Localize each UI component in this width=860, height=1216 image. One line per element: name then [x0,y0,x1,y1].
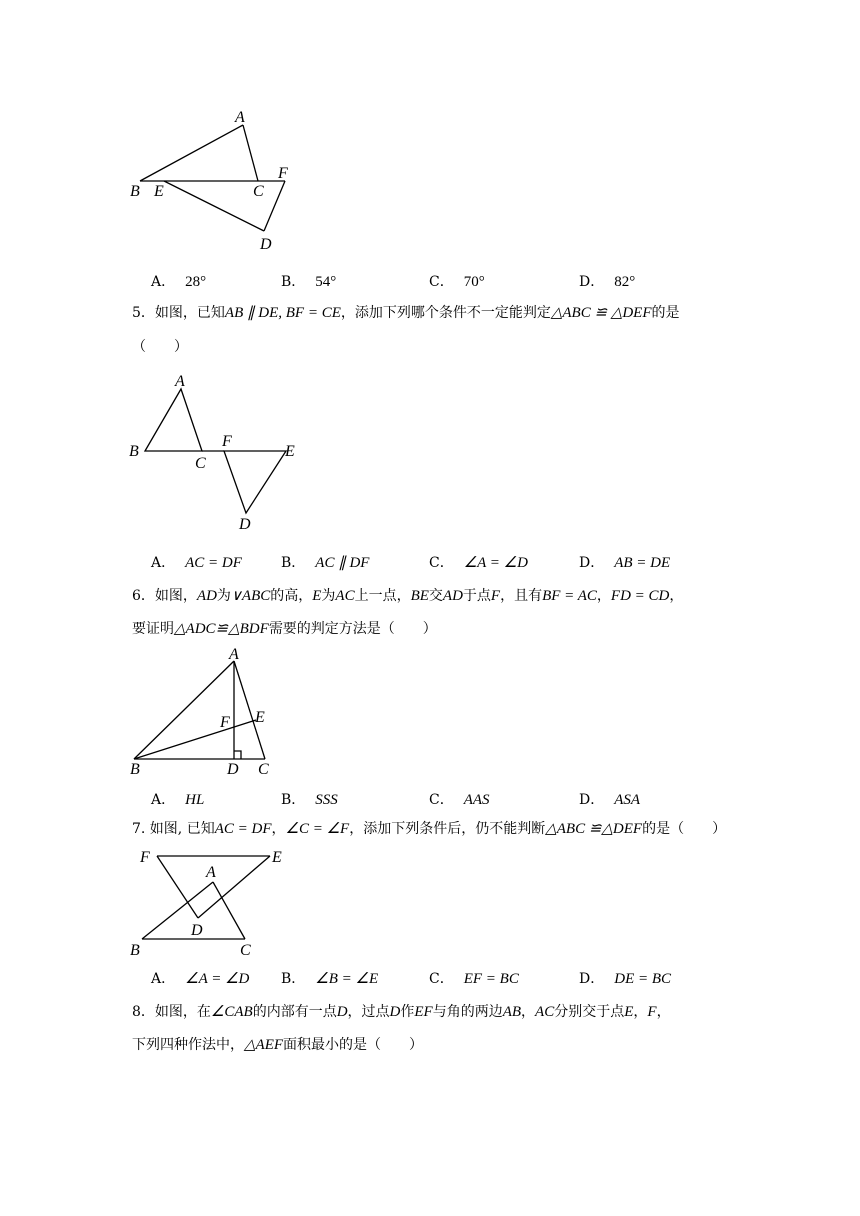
label-a: A [229,646,239,663]
label-a: A [206,864,216,881]
q6-option-d[interactable]: D． ASA [579,792,641,808]
label-a: A [175,373,185,390]
option-value: AC = DF [185,555,242,571]
q6-option-b[interactable]: B． SSS [281,792,338,808]
line-ed [164,181,264,231]
line-be [134,720,256,759]
q5-option-a[interactable]: A． AC = DF [151,555,242,571]
q4-option-a[interactable]: A． 28° [151,274,207,290]
label-c: C [253,183,264,200]
line-ab [134,661,234,759]
line-fd [157,856,198,918]
label-e: E [272,849,282,866]
q6-option-c[interactable]: C． AAS [429,792,490,808]
q7-options [151,968,811,992]
option-value: ∠A = ∠D [185,971,250,987]
label-f: F [140,849,150,866]
q7-option-a[interactable]: A． ∠A = ∠D [151,971,250,987]
option-value: 82° [614,274,636,290]
q5-stem-line1: 5．如图，已知AB ∥ DE, BF = CE，添加下列哪个条件不一定能判定△ABC ≌ △DEF的是 [132,305,680,321]
option-value: ASA [614,792,641,808]
q7-figure [120,842,320,962]
option-value: EF = BC [463,971,519,987]
q5-options [151,552,811,576]
label-b: B [130,942,140,959]
label-e: E [255,709,265,726]
q7-option-b[interactable]: B． ∠B = ∠E [281,971,379,987]
option-value: HL [185,792,205,808]
label-b: B [130,183,140,200]
q5-figure [120,365,320,535]
option-value: 54° [315,274,337,290]
label-d: D [239,516,251,533]
label-c: C [258,761,269,778]
label-a: A [235,109,245,126]
q6-figure [120,645,320,780]
label-f: F [222,433,232,450]
q4-option-d[interactable]: D． 82° [579,274,636,290]
q6-option-a[interactable]: A． HL [151,792,205,808]
line-ac [243,125,258,181]
q5-option-c[interactable]: C． ∠A = ∠D [429,555,528,571]
q8-stem-line2: 下列四种作法中，△AEF面积最小的是（ ） [132,1037,424,1053]
label-b: B [130,761,140,778]
q6-stem-line1: 6．如图，AD为∨ABC的高，E为AC上一点，BE交AD于点F，且有BF = AC，FD = CD， [132,588,684,604]
label-d: D [260,236,272,253]
q4-figure [120,100,320,260]
option-value: ∠A = ∠D [463,555,528,571]
option-value: DE = BC [614,971,672,987]
q7-option-d[interactable]: D． DE = BC [579,971,672,987]
label-c: C [240,942,251,959]
triangle-abc [145,389,202,451]
option-value: AC ∥ DF [315,555,370,571]
label-e: E [285,443,295,460]
option-value: AB = DE [614,555,671,571]
option-value: 28° [185,274,207,290]
q7-option-c[interactable]: C． EF = BC [429,971,519,987]
label-f: F [278,165,288,182]
q5-option-d[interactable]: D． AB = DE [579,555,671,571]
line-df [264,181,285,231]
line-ab [140,125,243,181]
q5-option-b[interactable]: B． AC ∥ DF [281,555,370,571]
label-d: D [191,922,203,939]
label-c: C [195,455,206,472]
right-angle-mark [234,751,241,759]
option-value: SSS [315,792,338,808]
q6-stem-line2: 要证明△ADC≌△BDF需要的判定方法是（ ） [132,621,437,637]
option-value: ∠B = ∠E [315,971,379,987]
option-value: AAS [463,792,490,808]
label-d: D [227,761,239,778]
label-b: B [129,443,139,460]
q4-options [151,271,811,295]
q4-option-c[interactable]: C． 70° [429,274,485,290]
label-e: E [154,183,164,200]
label-f: F [220,714,230,731]
q8-stem-line1: 8．如图，在∠CAB的内部有一点D，过点D作EF与角的两边AB，AC分别交于点E，F， [132,1004,671,1020]
option-value: 70° [463,274,485,290]
q6-options [151,789,811,813]
q7-stem-line1: 7. 如图, 已知AC = DF，∠C = ∠F，添加下列条件后，仍不能判断△ABC ≌△DEF的是（ ） [132,821,727,837]
triangle-fed [224,451,286,513]
q4-option-b[interactable]: B． 54° [281,274,337,290]
q5-stem-line2: （ ） [132,339,188,355]
